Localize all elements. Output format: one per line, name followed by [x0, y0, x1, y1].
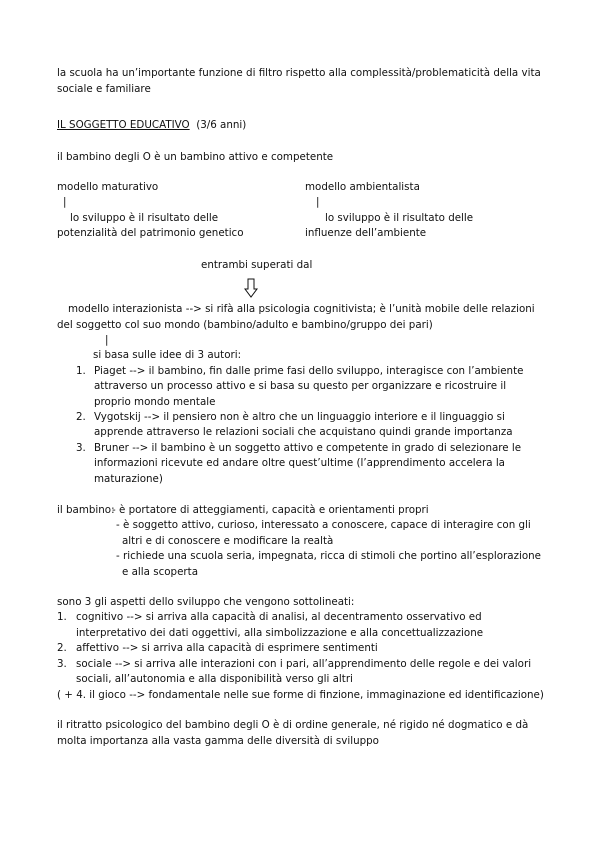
model-right-line-1: lo sviluppo è il risultato delle: [325, 212, 474, 224]
interaction-basis: si basa sulle idee di 3 autori:: [93, 349, 242, 361]
aspect-number: 2.: [57, 642, 67, 654]
child-trait: altri e di conoscere e modificare la realtà: [122, 535, 334, 547]
intro-line-2: sociale e familiare: [57, 83, 151, 95]
author-line: apprende attraverso le relazioni sociali che acquistano quindi grande importanza: [94, 426, 513, 438]
interaction-line-1: modello interazionista --> si rifà alla psicologia cognitivista; è l’unità mobile delle relazioni: [68, 303, 535, 315]
section-heading: [57, 118, 246, 134]
author-line: Piaget --> il bambino, fin dalle prime fasi dello sviluppo, interagisce con l’ambiente: [94, 365, 524, 377]
aspects-intro: sono 3 gli aspetti dello sviluppo che vengono sottolineati:: [57, 596, 355, 608]
aspect-line: sociale --> si arriva alle interazioni con i pari, all’apprendimento delle regole e dei valori: [76, 658, 532, 670]
author-number: 3.: [76, 442, 86, 454]
model-right-name: modello ambientalista: [305, 181, 420, 193]
aspect-line: affettivo --> si arriva alla capacità di esprimere sentimenti: [76, 642, 378, 654]
interaction-bar: |: [105, 334, 109, 346]
child-trait: e alla scoperta: [122, 566, 198, 578]
section-title: IL SOGGETTO EDUCATIVO: [57, 119, 190, 131]
aspect-line: sociali, all’autonomia e alla disponibilità verso gli altri: [76, 673, 353, 685]
overcome-label: entrambi superati dal: [201, 259, 313, 271]
aspect-line: cognitivo --> si arriva alla capacità di analisi, al decentramento osservativo ed: [76, 611, 482, 623]
model-right-bar: |: [316, 196, 320, 208]
author-line: maturazione): [94, 473, 163, 485]
child-trait: - richiede una scuola seria, impegnata, ricca di stimoli che portino all’esplorazione: [116, 550, 542, 562]
child-label: il bambino:: [57, 504, 115, 516]
model-right-line-2: influenze dell’ambiente: [305, 227, 427, 239]
child-trait: - è soggetto attivo, curioso, interessato a conoscere, capace di interagire con gli: [116, 519, 531, 531]
interaction-line-2: del soggetto col suo mondo (bambino/adulto e bambino/gruppo dei pari): [57, 319, 433, 331]
author-number: 1.: [76, 365, 86, 377]
author-line: attraverso un processo attivo e si basa su questo per organizzare e ricostruire il: [94, 380, 507, 392]
conclusion-line-1: il ritratto psicologico del bambino degli O è di ordine generale, né rigido né dogmatico e dà: [57, 719, 529, 731]
author-line: Bruner --> il bambino è un soggetto attivo e competente in grado di selezionare le: [94, 442, 522, 454]
author-line: proprio mondo mentale: [94, 396, 216, 408]
aspects-extra: ( + 4. il gioco --> fondamentale nelle sue forme di finzione, immaginazione ed identificazione): [57, 689, 544, 701]
aspect-number: 1.: [57, 611, 67, 623]
intro-line-1: la scuola ha un’importante funzione di filtro rispetto alla complessità/problematicità della vita: [57, 67, 541, 79]
down-arrow-icon: [244, 278, 258, 298]
author-line: Vygotskij --> il pensiero non è altro che un linguaggio interiore e il linguaggio si: [94, 411, 505, 423]
conclusion-line-2: molta importanza alla vasta gamma delle diversità di sviluppo: [57, 735, 379, 747]
author-line: informazioni ricevute ed andare oltre quest’ultime (l’apprendimento accelera la: [94, 457, 505, 469]
model-left-line-1: lo sviluppo è il risultato delle: [70, 212, 219, 224]
child-trait: - è portatore di atteggiamenti, capacità e orientamenti propri: [112, 504, 429, 516]
aspect-number: 3.: [57, 658, 67, 670]
statement: il bambino degli O è un bambino attivo e competente: [57, 151, 334, 163]
model-left-bar: |: [63, 196, 67, 208]
model-left-line-2: potenzialità del patrimonio genetico: [57, 227, 244, 239]
aspect-line: interpretativo dei dati oggettivi, alla simbolizzazione e alla concettualizzazione: [76, 627, 484, 639]
section-subtitle: (3/6 anni): [196, 119, 247, 131]
model-left-name: modello maturativo: [57, 181, 159, 193]
author-number: 2.: [76, 411, 86, 423]
